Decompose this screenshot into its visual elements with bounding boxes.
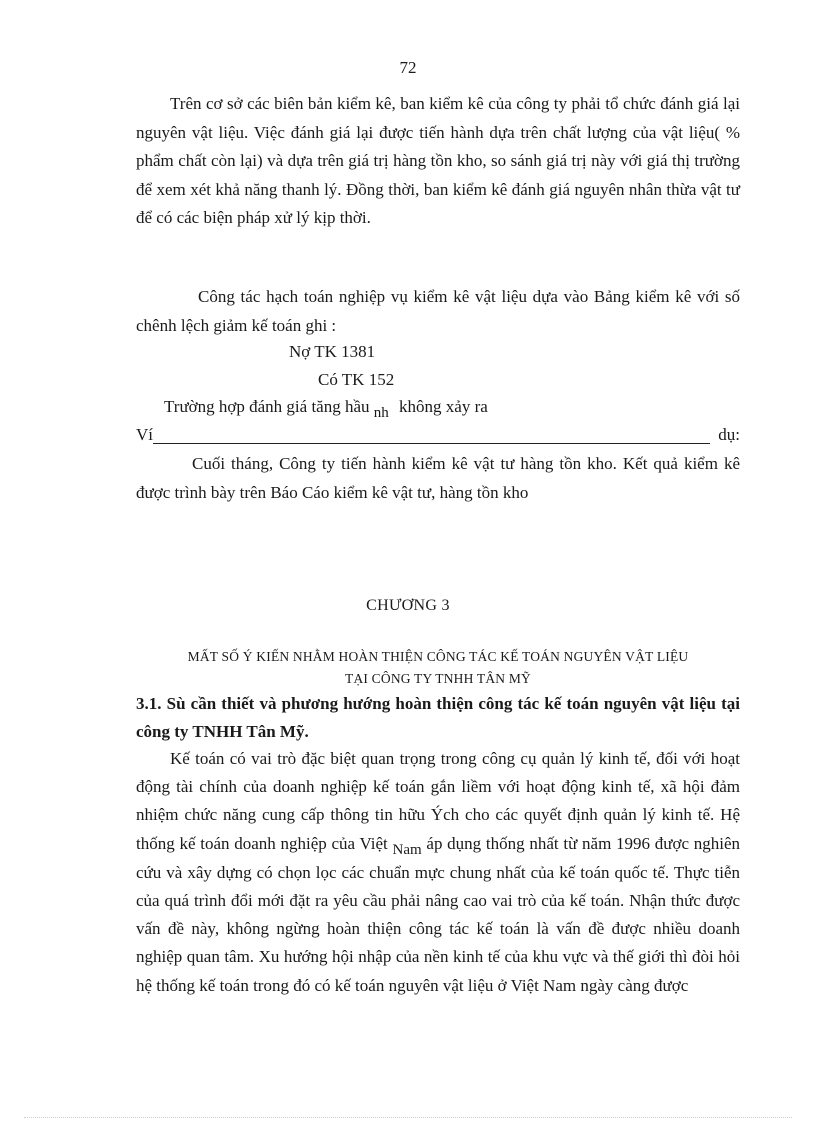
- page-number: 72: [399, 58, 417, 77]
- example-right-word: dụ:: [718, 425, 740, 444]
- chapter-subtitle-line1: MẤT SỐ Ý KIẾN NHẰM HOÀN THIỆN CÔNG TÁC KẾ TOÁN NGUYÊN VẬT LIỆU: [187, 649, 689, 664]
- example-line: [136, 425, 740, 449]
- paragraph-accounting-role-part1: Kế toán có vai trò đặc biệt quan trọng trong công cụ quản lý kinh tế, đối với hoạt động tài chính của doanh nghiệp kế toán gắn liềm với hoạt động kinh tế, xã hội đảm nhiệm chức năng cung cấp thông tin hữu Ých cho các quyết định quản lý kinh tế. Hệ thống kế toán doanh nghiệp của Việt: [136, 749, 740, 853]
- paragraph-subscript-nam: Nam: [392, 841, 422, 858]
- increase-case-tail: không xảy ra: [399, 397, 488, 416]
- chapter-subtitle-line2: TẠI CÔNG TY TNHH TÂN MỸ: [345, 671, 531, 686]
- paragraph-revaluation: Trên cơ sở các biên bản kiểm kê, ban kiểm kê của công ty phải tổ chức đánh giá lại nguyên vật liệu. Việc đánh giá lại được tiến hành dựa trên chất lượng của vật liệu( % phẩm chất còn lại) và dựa trên giá trị hàng tồn kho, so sánh giá trị này với giá thị trường để xem xét khả năng thanh lý. Đồng thời, ban kiểm kê đánh giá nguyên nhân thừa vật tư để có các biện pháp xử lý kịp thời.: [136, 94, 740, 227]
- example-left-word: Ví: [136, 425, 153, 444]
- increase-case-text: Trường hợp đánh giá tăng hầu: [164, 397, 370, 416]
- paragraph-accounting-entry: Công tác hạch toán nghiệp vụ kiểm kê vật liệu dựa vào Bảng kiểm kê với số chênh lệch giảm kế toán ghi :: [136, 287, 740, 335]
- chapter-title: CHƯƠNG 3: [366, 597, 450, 614]
- section-heading: 3.1. Sù cần thiết và phương hướng hoàn thiện công tác kế toán nguyên vật liệu tại công ty TNHH Tân Mỹ.: [136, 694, 740, 741]
- paragraph-accounting-role: [136, 745, 740, 1000]
- paragraph-accounting-role-part2: áp dụng thống nhất từ năm 1996 được nghiên cứu và xây dựng có chọn lọc các chuẩn mực chung nhất của kế toán quốc tế. Thực tiễn của quá trình đổi mới đặt ra yêu cầu phải nâng cao vai trò của kế toán. Nhận thức được vấn đề này, không ngừng hoàn thiện công tác kế toán là vấn đề được nhiều doanh nghiệp quan tâm. Xu hướng hội nhập của nền kinh tế của khu vực và thế giới thì đòi hỏi hệ thống kế toán trong đó có kế toán nguyên vật liệu ở Việt Nam ngày càng được: [136, 833, 741, 995]
- example-underline: [153, 443, 710, 444]
- paragraph-inventory-report: Cuối tháng, Công ty tiến hành kiểm kê vật tư hàng tồn kho. Kết quả kiểm kê được trình bày trên Báo Cáo kiểm kê vật tư, hàng tồn kho: [136, 454, 740, 502]
- page-bottom-divider: [24, 1117, 792, 1118]
- journal-entry-credit: Có TK 152: [318, 370, 395, 389]
- increase-case-line: [164, 397, 488, 421]
- journal-entry-debit: Nợ TK 1381: [289, 342, 376, 361]
- increase-case-subscript: nh: [373, 405, 389, 421]
